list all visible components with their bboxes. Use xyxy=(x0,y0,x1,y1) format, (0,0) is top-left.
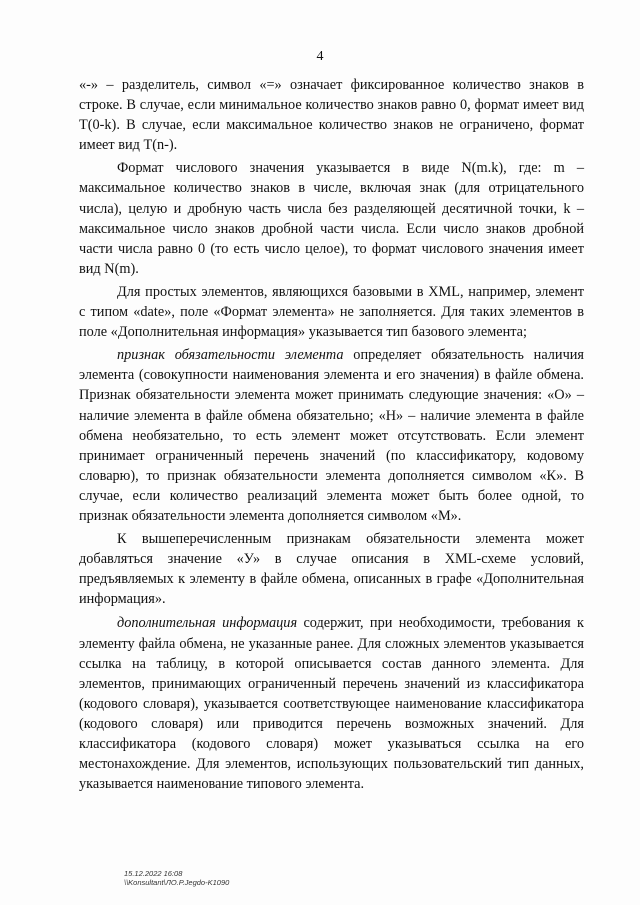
paragraph-conditional-flag: К вышеперечисленным признакам обязательности элемента может добавляться значение «У» в случае описания в XML-схеме условий, предъявляемых к элементу в файле обмена, описанных в графе «Дополнительная информация». xyxy=(79,531,584,608)
paragraph-numeric-format: Формат числового значения указывается в виде N(m.k), где: m – максимальное количество знаков в числе, включая знак (для отрицательного числа), целую и дробную часть числа без разделяющей десятичной точки, k – максимальное число знаков дробной части числа. Если число знаков дробной части числа равно 0 (то есть число целое), то формат числового значения имеет вид N(m). xyxy=(79,160,584,277)
paragraph-additional-info-text: содержит, при необходимости, требования к элементу файла обмена, не указанные ранее. Для сложных элементов указывается ссылка на таблицу, в которой описывается состав данного элемента. Для элементов, принимающих ограниченный перечень значений из классификатора (кодового словаря), указывается соответствующее наименование классификатора (кодового словаря) или приводится перечень возможных значений. Для классификатора (кодового словаря) может указываться ссылка на его местонахождение. Для элементов, использующих пользовательский тип данных, указывается наименование типового элемента. xyxy=(79,615,584,793)
page-number: 4 xyxy=(316,49,324,64)
term-required-flag: признак обязательности элемента xyxy=(117,347,344,364)
footer-timestamp: 15.12.2022 16:08 xyxy=(124,869,183,878)
term-additional-info: дополнительная информация xyxy=(117,615,298,632)
print-footer xyxy=(124,869,229,887)
paragraph-simple-elements: Для простых элементов, являющихся базовыми в XML, например, элемент с типом «date», поле «Формат элемента» не заполняется. Для таких элементов в поле «Дополнительная информация» указывается тип базового элемента; xyxy=(79,283,584,341)
paragraph-required-flag-text: определяет обязательность наличия элемента (совокупности наименования элемента и его значения) в файле обмена. Признак обязательности элемента может принимать следующие значения: «О» – наличие элемента в файле обмена обязательно; «Н» – наличие элемента в файле обмена необязательно, то есть элемент может отсутствовать. Если элемент принимает ограниченный перечень значений (по классификатору, кодовому словарю), то признак обязательности элемента дополняется символом «К». В случае, если количество реализаций элемента может быть более одной, то признак обязательности элемента дополняется символом «М». xyxy=(79,347,584,524)
paragraph-required-flag xyxy=(79,345,584,526)
document-body xyxy=(79,75,584,794)
paragraph-format-separator: «-» – разделитель, символ «=» означает фиксированное количество знаков в строке. В случае, если минимальное количество знаков равно 0, формат имеет вид T(0-k). В случае, если максимальное количество знаков не ограничено, формат имеет вид T(n-). xyxy=(79,77,584,154)
footer-path: \\Konsultant\ЛО.Р.Jegdo-K1090 xyxy=(124,878,230,887)
paragraph-additional-info xyxy=(79,613,584,794)
